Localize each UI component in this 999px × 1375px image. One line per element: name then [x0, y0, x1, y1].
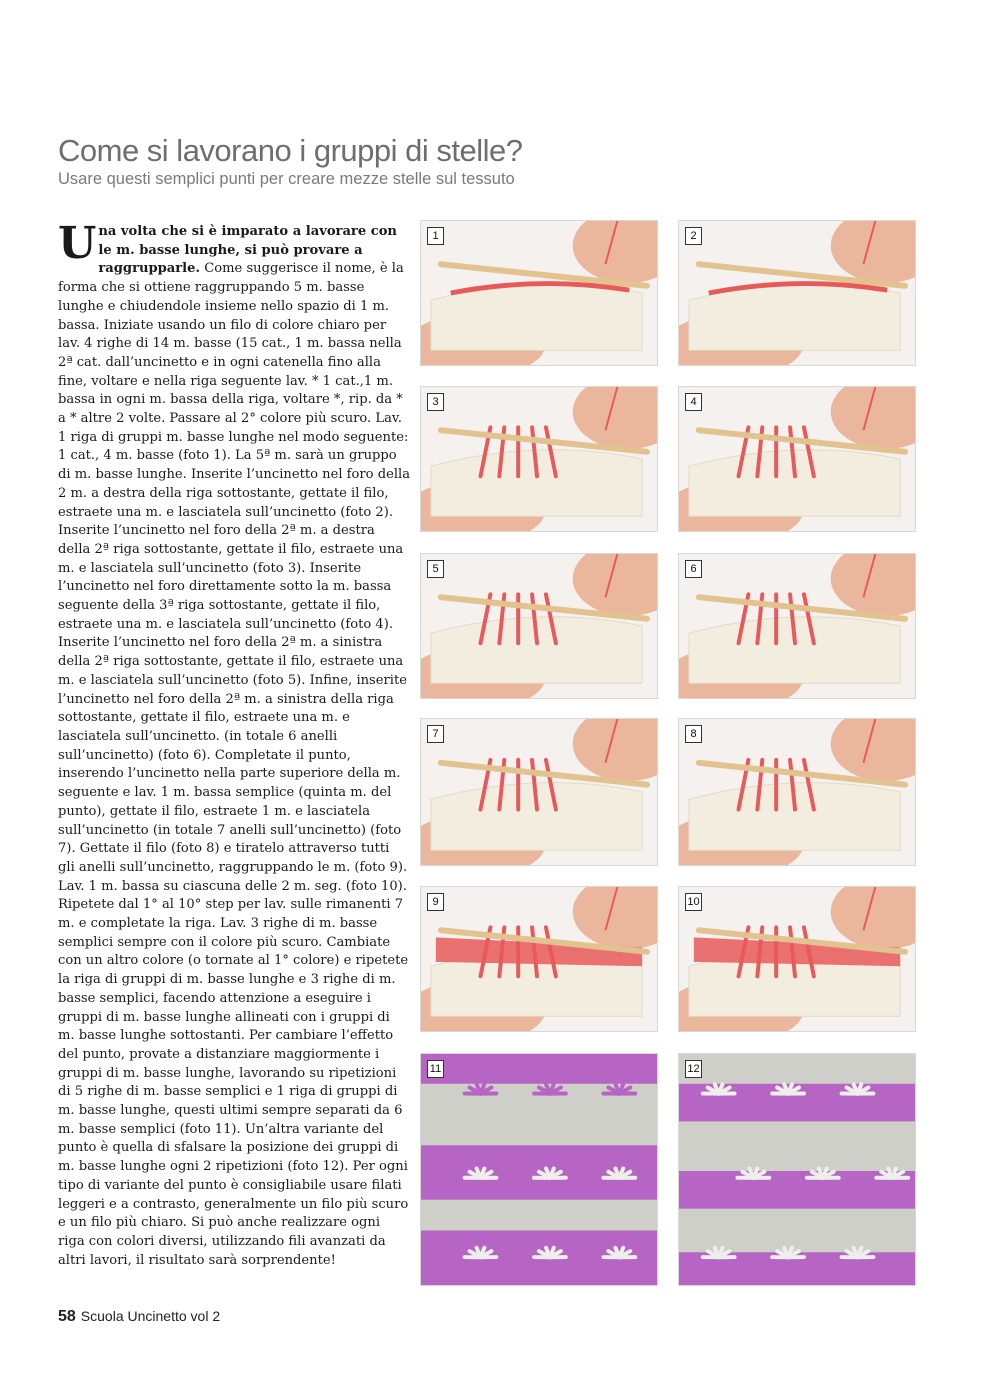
photo-illustration: [679, 221, 915, 365]
photo-11: [420, 1053, 658, 1286]
photo-illustration: [421, 887, 657, 1031]
photo-number: 11: [427, 1060, 444, 1078]
photo-12: [678, 1053, 916, 1286]
photo-illustration: [679, 887, 915, 1031]
photo-number: 9: [427, 893, 444, 911]
photo-3: [420, 386, 658, 532]
photo-illustration: [421, 221, 657, 365]
photo-number: 10: [685, 893, 702, 911]
photo-7: [420, 718, 658, 866]
photo-2: [678, 220, 916, 366]
photo-6: [678, 553, 916, 699]
photo-illustration: [421, 387, 657, 531]
page-footer: [58, 1308, 220, 1326]
page-subtitle: Usare questi semplici punti per creare mezze stelle sul tessuto: [58, 170, 515, 188]
article-body: [58, 218, 411, 1270]
photo-illustration: [421, 554, 657, 698]
photo-number: 4: [685, 393, 702, 411]
drop-cap: U: [58, 218, 97, 269]
photo-illustration: [421, 1054, 657, 1285]
photo-number: 2: [685, 227, 702, 245]
body-text: Come suggerisce il nome, è la forma che si ottiene raggruppando 5 m. basse lunghe e chiudendole insieme nello spazio di 1 m. bassa. Iniziate usando un filo di colore chiaro per lav. 4 righe di 14 m. basse (15 cat., 1 m. bassa nella 2ª cat. dall’uncinetto e in ogni catenella fino alla fine, voltare e nella riga seguente lav. * 1 cat.,1 m. bassa in ogni m. bassa della riga, voltare *, rip. da * a * altre 2 volte. Passare al 2° colore più scuro. Lav. 1 riga di gruppi m. basse lunghe nel modo seguente: 1 cat., 4 m. basse (foto 1). La 5ª m. sarà un gruppo di m. basse lunghe. Inserite l’uncinetto nel foro della 2 m. a destra della riga sottostante, gettate il filo, estraete una m. e lasciatela sull’uncinetto (foto 2). Inserite l’uncinetto nel foro della 2ª m. a destra della 2ª riga sottostante, gettate il filo, estraete una m. e lasciatela sull’uncinetto (foto 3). Inserite l’uncinetto nel foro direttamente sotto la m. bassa seguente della 3ª riga sottostante, gettate il filo, estraete una m. e lasciatela sull’uncinetto (foto 4). Inserite l’uncinetto nel foro della 2ª m. a sinistra della 2ª riga sottostante, gettate il filo, estraete una m. e lasciatela sull’uncinetto (foto 5). Infine, inserite l’uncinetto nel foro della 2ª m. a sinistra della riga sottostante, gettate il filo, estraete una m. e lasciatela sull’uncinetto. (in totale 6 anelli sull’uncinetto) (foto 6). Completate il punto, inserendo l’uncinetto nella parte superiore della m. seguente e lav. 1 m. bassa semplice (quinta m. del punto), gettate il filo, estraete 1 m. e lasciatela sull’uncinetto (in totale 7 anelli sull’uncinetto) (foto 7). Gettate il filo (foto 8) e tiratelo attraverso tutti gli anelli sull’uncinetto, raggruppando le m. (foto 9). Lav. 1 m. bassa su ciascuna delle 2 m. seg. (foto 10). Ripetete dal 1° al 10° step per lav. sulle rimanenti 7 m. e completate la riga. Lav. 3 righe di m. basse semplici sempre con il colore più scuro. Cambiate con un altro colore (o tornate al 1° colore) e ripetete la riga di gruppi di m. basse lunghe e 3 righe di m. basse semplici, facendo attenzione a eseguire i gruppi di m. basse lunghe allineati con i gruppi di m. basse lunghe sottostanti. Per cambiare l’effetto del punto, provate a distanziare maggiormente i gruppi di m. basse lunghe, lavorando su ripetizioni di 5 righe di m. basse semplici e 1 riga di gruppi di m. basse lunghe, questi ultimi sempre separati da 6 m. basse semplici (foto 11). Un’altra variante del punto è quella di sfalsare la posizione dei gruppi di m. basse lunghe ogni 2 ripetizioni (foto 12). Per ogni tipo di variante del punto è consigliabile usare filati leggeri e a contrasto, generalmente un filo più scuro e un filo più chiaro. Si può anche realizzare ogni riga con colori diversi, utilizzando fili avanzati da altri lavori, il risultato sarà sorprendente!: [58, 261, 411, 1268]
photo-number: 1: [427, 227, 444, 245]
photo-illustration: [679, 1054, 915, 1285]
publication-name: Scuola Uncinetto vol 2: [80, 1308, 221, 1324]
lead-text: na volta che si è imparato a lavorare con le m. basse lunghe, si può provare a raggrupparle.: [98, 224, 397, 277]
photo-5: [420, 553, 658, 699]
photo-9: [420, 886, 658, 1032]
photo-8: [678, 718, 916, 866]
photo-number: 7: [427, 725, 444, 743]
photo-number: 12: [685, 1060, 702, 1078]
photo-illustration: [421, 719, 657, 865]
page-number: 58: [58, 1308, 76, 1325]
photo-illustration: [679, 387, 915, 531]
photo-1: [420, 220, 658, 366]
photo-4: [678, 386, 916, 532]
photo-10: [678, 886, 916, 1032]
photo-number: 5: [427, 560, 444, 578]
photo-number: 8: [685, 725, 702, 743]
photo-number: 6: [685, 560, 702, 578]
photo-illustration: [679, 719, 915, 865]
photo-illustration: [679, 554, 915, 698]
photo-number: 3: [427, 393, 444, 411]
page-title: Come si lavorano i gruppi di stelle?: [58, 133, 523, 168]
